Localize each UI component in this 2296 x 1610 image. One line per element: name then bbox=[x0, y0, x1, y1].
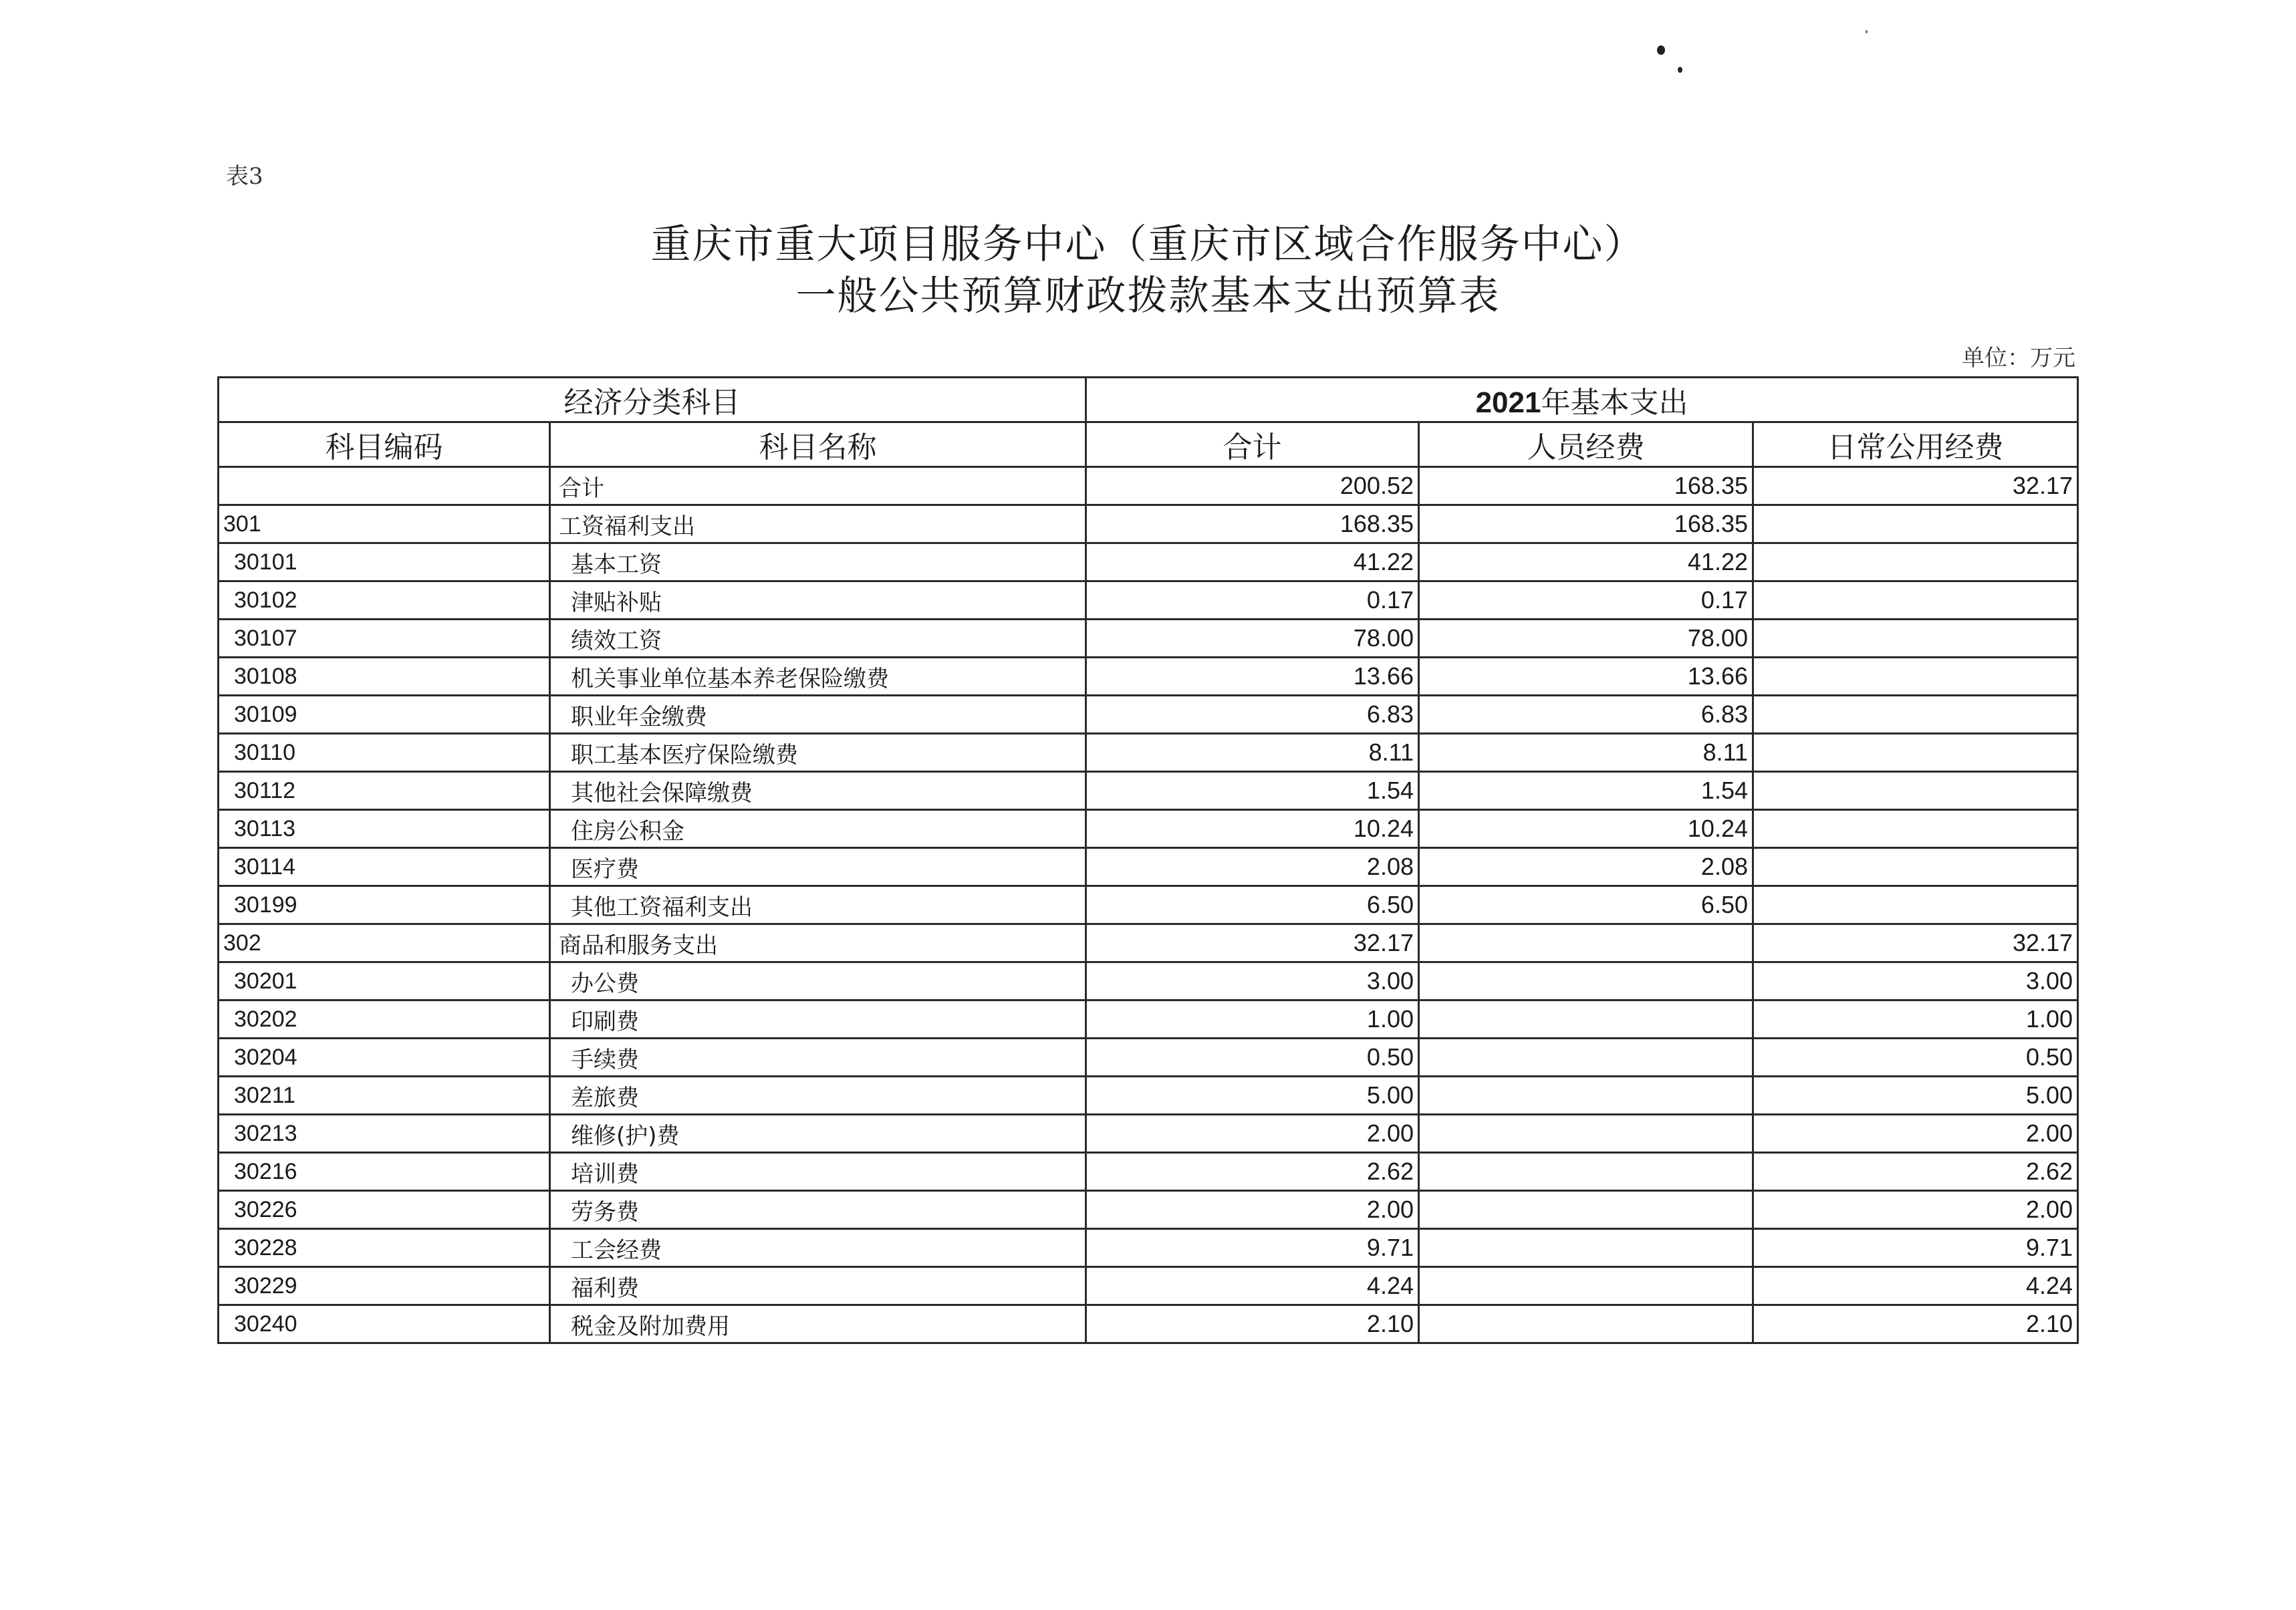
cell-personnel: 1.54 bbox=[1419, 772, 1753, 810]
cell-public bbox=[1753, 848, 2078, 886]
cell-personnel bbox=[1419, 1115, 1753, 1153]
cell-personnel: 2.08 bbox=[1419, 848, 1753, 886]
cell-code: 30101 bbox=[219, 543, 550, 581]
cell-public: 3.00 bbox=[1753, 962, 2078, 1000]
table-row bbox=[219, 734, 2078, 772]
cell-personnel: 8.11 bbox=[1419, 734, 1753, 772]
table-row bbox=[219, 886, 2078, 924]
table-row bbox=[219, 810, 2078, 848]
table-body bbox=[219, 467, 2078, 1343]
cell-total: 0.17 bbox=[1086, 581, 1419, 620]
cell-code: 30107 bbox=[219, 620, 550, 658]
cell-public bbox=[1753, 810, 2078, 848]
header-code: 科目编码 bbox=[219, 422, 550, 467]
header-total: 合计 bbox=[1086, 422, 1419, 467]
cell-code: 30216 bbox=[219, 1153, 550, 1191]
cell-name: 津贴补贴 bbox=[550, 581, 1086, 620]
cell-name: 办公费 bbox=[550, 962, 1086, 1000]
header-year-suffix: 年基本支出 bbox=[1541, 386, 1688, 420]
cell-code: 30110 bbox=[219, 734, 550, 772]
cell-personnel bbox=[1419, 1039, 1753, 1077]
cell-total: 6.83 bbox=[1086, 696, 1419, 734]
cell-total: 1.00 bbox=[1086, 1000, 1419, 1039]
cell-public: 32.17 bbox=[1753, 467, 2078, 505]
table-row bbox=[219, 581, 2078, 620]
cell-code: 30226 bbox=[219, 1191, 550, 1229]
table-row bbox=[219, 1039, 2078, 1077]
table-row bbox=[219, 1267, 2078, 1305]
cell-total: 8.11 bbox=[1086, 734, 1419, 772]
cell-code: 30201 bbox=[219, 962, 550, 1000]
cell-public bbox=[1753, 620, 2078, 658]
cell-public: 0.50 bbox=[1753, 1039, 2078, 1077]
cell-name: 差旅费 bbox=[550, 1077, 1086, 1115]
cell-name: 商品和服务支出 bbox=[550, 924, 1086, 962]
cell-total: 2.00 bbox=[1086, 1115, 1419, 1153]
table-row bbox=[219, 1229, 2078, 1267]
cell-code: 30102 bbox=[219, 581, 550, 620]
cell-personnel: 0.17 bbox=[1419, 581, 1753, 620]
header-personnel: 人员经费 bbox=[1419, 422, 1753, 467]
cell-public: 9.71 bbox=[1753, 1229, 2078, 1267]
cell-total: 3.00 bbox=[1086, 962, 1419, 1000]
table-row bbox=[219, 924, 2078, 962]
cell-personnel: 13.66 bbox=[1419, 658, 1753, 696]
cell-total: 168.35 bbox=[1086, 505, 1419, 543]
cell-total: 6.50 bbox=[1086, 886, 1419, 924]
table-row bbox=[219, 848, 2078, 886]
cell-public bbox=[1753, 658, 2078, 696]
column-header-row bbox=[219, 422, 2078, 467]
cell-personnel bbox=[1419, 1229, 1753, 1267]
cell-public: 1.00 bbox=[1753, 1000, 2078, 1039]
table-row bbox=[219, 1000, 2078, 1039]
table-row bbox=[219, 620, 2078, 658]
cell-name: 福利费 bbox=[550, 1267, 1086, 1305]
cell-total: 2.10 bbox=[1086, 1305, 1419, 1343]
cell-personnel bbox=[1419, 1267, 1753, 1305]
cell-total: 4.24 bbox=[1086, 1267, 1419, 1305]
cell-code: 30114 bbox=[219, 848, 550, 886]
table-row bbox=[219, 962, 2078, 1000]
cell-name: 住房公积金 bbox=[550, 810, 1086, 848]
cell-total: 32.17 bbox=[1086, 924, 1419, 962]
cell-code: 30240 bbox=[219, 1305, 550, 1343]
cell-public bbox=[1753, 734, 2078, 772]
budget-table bbox=[217, 376, 2079, 1344]
cell-personnel bbox=[1419, 1077, 1753, 1115]
scan-speck bbox=[1657, 45, 1665, 55]
table-row bbox=[219, 772, 2078, 810]
cell-public: 2.62 bbox=[1753, 1153, 2078, 1191]
cell-code: 30109 bbox=[219, 696, 550, 734]
cell-public bbox=[1753, 772, 2078, 810]
table-row bbox=[219, 1115, 2078, 1153]
cell-name: 劳务费 bbox=[550, 1191, 1086, 1229]
cell-name: 机关事业单位基本养老保险缴费 bbox=[550, 658, 1086, 696]
cell-personnel bbox=[1419, 1305, 1753, 1343]
cell-public: 2.00 bbox=[1753, 1115, 2078, 1153]
group-header-row bbox=[219, 378, 2078, 422]
header-name: 科目名称 bbox=[550, 422, 1086, 467]
cell-total: 9.71 bbox=[1086, 1229, 1419, 1267]
cell-code: 30113 bbox=[219, 810, 550, 848]
cell-code: 30229 bbox=[219, 1267, 550, 1305]
scan-speck bbox=[1866, 30, 1868, 33]
cell-name: 培训费 bbox=[550, 1153, 1086, 1191]
cell-code: 30108 bbox=[219, 658, 550, 696]
cell-personnel: 10.24 bbox=[1419, 810, 1753, 848]
cell-code: 30211 bbox=[219, 1077, 550, 1115]
table-row bbox=[219, 1153, 2078, 1191]
cell-personnel bbox=[1419, 924, 1753, 962]
table-row bbox=[219, 543, 2078, 581]
cell-public: 2.00 bbox=[1753, 1191, 2078, 1229]
table-row bbox=[219, 1191, 2078, 1229]
cell-personnel: 41.22 bbox=[1419, 543, 1753, 581]
table-row bbox=[219, 1305, 2078, 1343]
header-econ-class: 经济分类科目 bbox=[219, 378, 1086, 422]
cell-total: 2.00 bbox=[1086, 1191, 1419, 1229]
cell-code: 301 bbox=[219, 505, 550, 543]
table-row bbox=[219, 696, 2078, 734]
cell-public: 32.17 bbox=[1753, 924, 2078, 962]
cell-total: 0.50 bbox=[1086, 1039, 1419, 1077]
cell-name: 其他社会保障缴费 bbox=[550, 772, 1086, 810]
scan-speck bbox=[1678, 67, 1682, 73]
cell-personnel: 6.50 bbox=[1419, 886, 1753, 924]
table-row bbox=[219, 658, 2078, 696]
cell-public bbox=[1753, 543, 2078, 581]
cell-total: 2.08 bbox=[1086, 848, 1419, 886]
cell-name: 税金及附加费用 bbox=[550, 1305, 1086, 1343]
cell-personnel bbox=[1419, 1153, 1753, 1191]
table-label: 表3 bbox=[226, 163, 263, 190]
cell-name: 职业年金缴费 bbox=[550, 696, 1086, 734]
header-year: 2021 bbox=[1475, 386, 1541, 419]
cell-public bbox=[1753, 696, 2078, 734]
cell-personnel: 78.00 bbox=[1419, 620, 1753, 658]
cell-name: 维修(护)费 bbox=[550, 1115, 1086, 1153]
cell-public: 5.00 bbox=[1753, 1077, 2078, 1115]
header-year-basic-expenditure bbox=[1086, 378, 2078, 422]
cell-code: 302 bbox=[219, 924, 550, 962]
cell-total: 2.62 bbox=[1086, 1153, 1419, 1191]
cell-name: 绩效工资 bbox=[550, 620, 1086, 658]
unit-label: 单位：万元 bbox=[1962, 345, 2075, 372]
cell-personnel bbox=[1419, 1191, 1753, 1229]
cell-name: 基本工资 bbox=[550, 543, 1086, 581]
cell-code: 30202 bbox=[219, 1000, 550, 1039]
cell-total: 1.54 bbox=[1086, 772, 1419, 810]
cell-public bbox=[1753, 886, 2078, 924]
table-row bbox=[219, 505, 2078, 543]
cell-total: 78.00 bbox=[1086, 620, 1419, 658]
cell-public bbox=[1753, 505, 2078, 543]
cell-code: 30199 bbox=[219, 886, 550, 924]
cell-public: 2.10 bbox=[1753, 1305, 2078, 1343]
cell-code: 30228 bbox=[219, 1229, 550, 1267]
cell-name: 医疗费 bbox=[550, 848, 1086, 886]
cell-code bbox=[219, 467, 550, 505]
cell-personnel bbox=[1419, 1000, 1753, 1039]
cell-public bbox=[1753, 581, 2078, 620]
header-public: 日常公用经费 bbox=[1753, 422, 2078, 467]
cell-name: 工资福利支出 bbox=[550, 505, 1086, 543]
document-subtitle: 一般公共预算财政拨款基本支出预算表 bbox=[795, 273, 1501, 319]
cell-public: 4.24 bbox=[1753, 1267, 2078, 1305]
cell-name: 合计 bbox=[550, 467, 1086, 505]
cell-name: 手续费 bbox=[550, 1039, 1086, 1077]
cell-name: 职工基本医疗保险缴费 bbox=[550, 734, 1086, 772]
cell-personnel: 168.35 bbox=[1419, 505, 1753, 543]
cell-code: 30204 bbox=[219, 1039, 550, 1077]
cell-name: 其他工资福利支出 bbox=[550, 886, 1086, 924]
cell-personnel bbox=[1419, 962, 1753, 1000]
cell-personnel: 6.83 bbox=[1419, 696, 1753, 734]
cell-name: 工会经费 bbox=[550, 1229, 1086, 1267]
cell-total: 5.00 bbox=[1086, 1077, 1419, 1115]
document-title: 重庆市重大项目服务中心（重庆市区域合作服务中心） bbox=[650, 221, 1646, 268]
cell-name: 印刷费 bbox=[550, 1000, 1086, 1039]
table-row bbox=[219, 467, 2078, 505]
cell-code: 30112 bbox=[219, 772, 550, 810]
cell-personnel: 168.35 bbox=[1419, 467, 1753, 505]
cell-total: 41.22 bbox=[1086, 543, 1419, 581]
cell-total: 10.24 bbox=[1086, 810, 1419, 848]
cell-total: 13.66 bbox=[1086, 658, 1419, 696]
cell-code: 30213 bbox=[219, 1115, 550, 1153]
table-row bbox=[219, 1077, 2078, 1115]
cell-total: 200.52 bbox=[1086, 467, 1419, 505]
